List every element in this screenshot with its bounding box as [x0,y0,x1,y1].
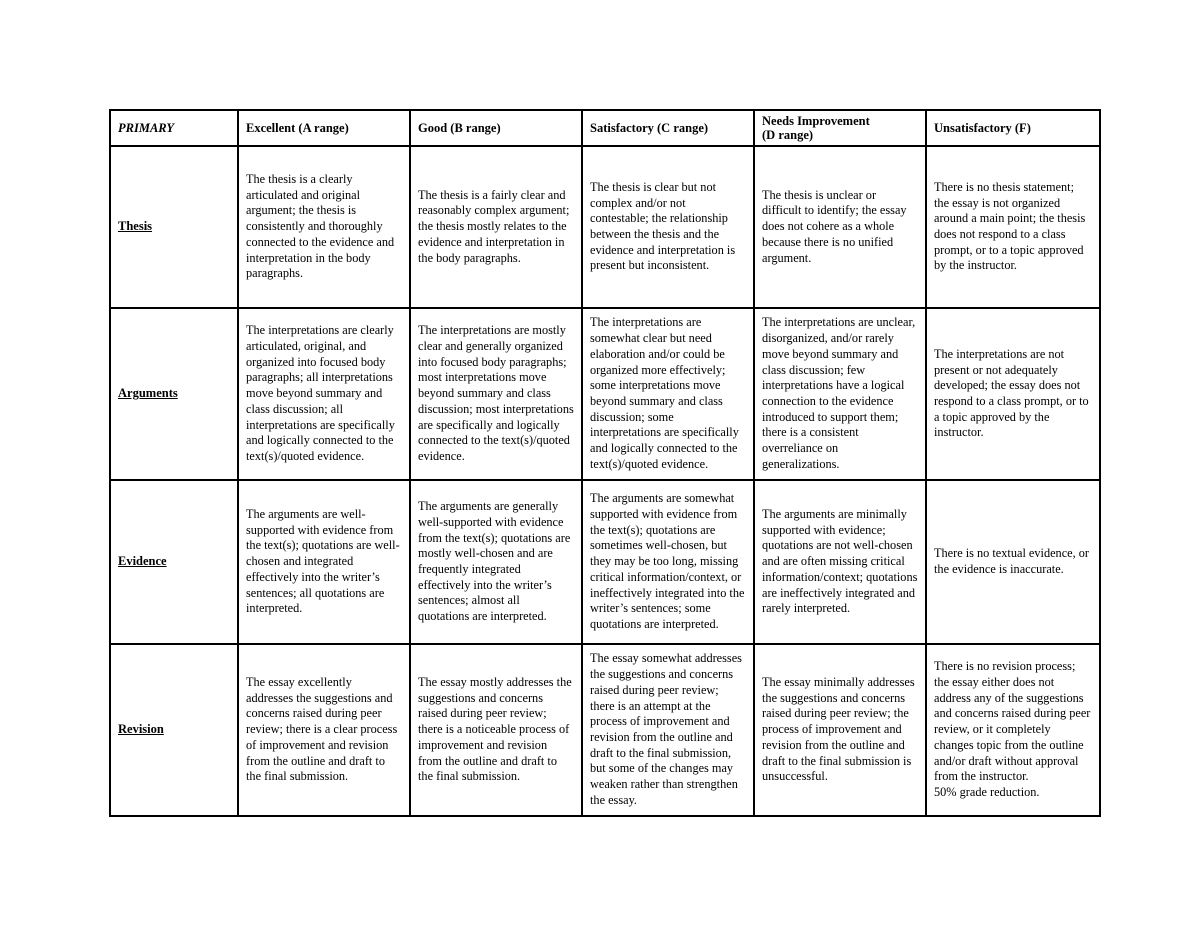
table-cell: The essay excellently addresses the suggestions and concerns raised during peer review; there is a clear process of improvement and revision from the outline and draft to the final submission. [238,644,410,816]
table-cell: There is no revision process; the essay either does not address any of the suggestions and concerns raised during peer review, or it completely changes topic from the outline and/or draft without approval from the instructor. 50% grade reduction. [926,644,1100,816]
table-cell: The thesis is unclear or difficult to identify; the essay does not cohere as a whole because there is no unified argument. [754,146,926,308]
table-cell: The interpretations are clearly articulated, original, and organized into focused body paragraphs; all interpretations move beyond summary and class discussion; all interpretations are specifically and logically connected to the text(s)/quoted evidence. [238,308,410,480]
table-cell: The thesis is a clearly articulated and original argument; the thesis is consistently and thoroughly connected to the evidence and interpretation in the body paragraphs. [238,146,410,308]
table-cell: The essay mostly addresses the suggestions and concerns raised during peer review; there is a noticeable process of improvement and revision from the outline and draft to the final submission. [410,644,582,816]
table-cell: The thesis is clear but not complex and/or not contestable; the relationship between the thesis and the evidence and interpretation is present but inconsistent. [582,146,754,308]
table-cell: There is no textual evidence, or the evidence is inaccurate. [926,480,1100,644]
rubric-row-evidence [110,480,1100,644]
rubric-header-row [110,110,1100,146]
header-needs-improvement: Needs Improvement (D range) [754,110,926,146]
table-cell: The interpretations are unclear, disorganized, and/or rarely move beyond summary and class discussion; few interpretations have a logical connection to the evidence introduced to support them; there is a consistent overreliance on generalizations. [754,308,926,480]
table-cell: The arguments are well-supported with evidence from the text(s); quotations are well-chosen and integrated effectively into the writer’s sentences; all quotations are interpreted. [238,480,410,644]
rubric-row-arguments [110,308,1100,480]
table-cell: The arguments are generally well-supported with evidence from the text(s); quotations are mostly well-chosen and are frequently integrated effectively into the writer’s sentences; almost all quotations are interpreted. [410,480,582,644]
criterion-thesis: Thesis [110,146,238,308]
table-cell: The interpretations are not present or not adequately developed; the essay does not respond to a class prompt, or to a topic approved by the instructor. [926,308,1100,480]
table-cell: The essay somewhat addresses the suggestions and concerns raised during peer review; there is an attempt at the process of improvement and revision from the outline and draft to the final submission, but some of the changes may weaken rather than strengthen the essay. [582,644,754,816]
table-cell: The essay minimally addresses the suggestions and concerns raised during peer review; the process of improvement and revision from the outline and draft to the final submission is unsuccessful. [754,644,926,816]
rubric-row-revision [110,644,1100,816]
header-satisfactory: Satisfactory (C range) [582,110,754,146]
table-cell: The interpretations are mostly clear and generally organized into focused body paragraphs; most interpretations move beyond summary and class discussion; most interpretations are specifically and logically connected to the text(s)/quoted evidence. [410,308,582,480]
grading-rubric-table [109,109,1101,817]
header-good: Good (B range) [410,110,582,146]
header-excellent: Excellent (A range) [238,110,410,146]
table-cell: The thesis is a fairly clear and reasonably complex argument; the thesis mostly relates to the evidence and interpretation in the body paragraphs. [410,146,582,308]
table-cell: There is no thesis statement; the essay is not organized around a main point; the thesis does not respond to a class prompt, or to a topic approved by the instructor. [926,146,1100,308]
table-cell: The arguments are somewhat supported with evidence from the text(s); quotations are sometimes well-chosen, but they may be too long, missing critical information/context, or ineffectively integrated into the writer’s sentences; some quotations are interpreted. [582,480,754,644]
criterion-evidence: Evidence [110,480,238,644]
criterion-revision: Revision [110,644,238,816]
table-cell: The arguments are minimally supported with evidence; quotations are not well-chosen and are often missing critical information/context; quotations are ineffectively integrated and rarely interpreted. [754,480,926,644]
rubric-row-thesis [110,146,1100,308]
header-unsatisfactory: Unsatisfactory (F) [926,110,1100,146]
criterion-arguments: Arguments [110,308,238,480]
table-cell: The interpretations are somewhat clear but need elaboration and/or could be organized more effectively; some interpretations move beyond summary and class discussion; some interpretations are specifically and logically connected to the text(s)/quoted evidence. [582,308,754,480]
header-primary: PRIMARY [110,110,238,146]
